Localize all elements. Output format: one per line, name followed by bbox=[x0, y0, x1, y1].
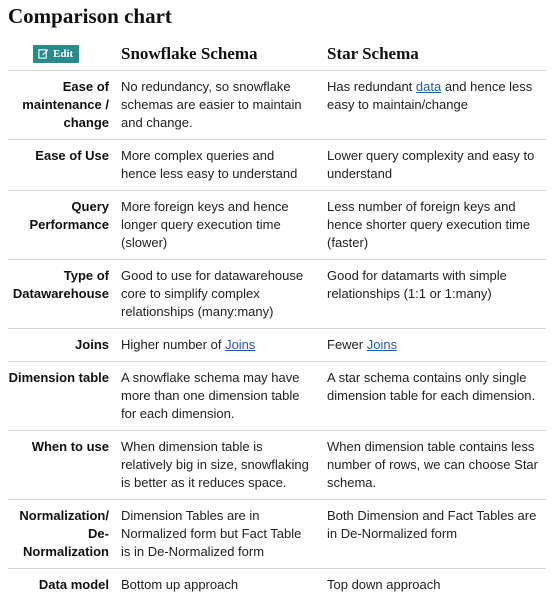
cell-snowflake bbox=[113, 362, 319, 431]
cell-text: Bottom up approach bbox=[121, 577, 238, 592]
cell-text: When dimension table contains less number of rows, we can choose Star schema. bbox=[327, 439, 538, 490]
cell-snowflake bbox=[113, 329, 319, 362]
row-label: Dimension table bbox=[8, 362, 113, 431]
row-label: Normalization/ De-Normalization bbox=[8, 500, 113, 569]
cell-star bbox=[319, 260, 546, 329]
edit-cell bbox=[8, 38, 113, 71]
row-label: Query Performance bbox=[8, 191, 113, 260]
cell-text: No redundancy, so snowflake schemas are easier to maintain and change. bbox=[121, 79, 302, 130]
cell-link[interactable]: data bbox=[416, 79, 441, 94]
cell-snowflake bbox=[113, 260, 319, 329]
cell-snowflake bbox=[113, 191, 319, 260]
cell-snowflake bbox=[113, 569, 319, 601]
page-title: Comparison chart bbox=[8, 0, 546, 38]
column-header-star: Star Schema bbox=[319, 38, 546, 71]
row-label: Ease of Use bbox=[8, 140, 113, 191]
cell-text-before: Fewer bbox=[327, 337, 367, 352]
cell-text: A snowflake schema may have more than one dimension table for each dimension. bbox=[121, 370, 300, 421]
table-row bbox=[8, 191, 546, 260]
cell-snowflake bbox=[113, 71, 319, 140]
row-label: Ease of maintenance / change bbox=[8, 71, 113, 140]
cell-text: Good for datamarts with simple relationships (1:1 or 1:many) bbox=[327, 268, 507, 301]
cell-text: More complex queries and hence less easy to understand bbox=[121, 148, 297, 181]
cell-star bbox=[319, 140, 546, 191]
table-row bbox=[8, 71, 546, 140]
cell-text: Good to use for datawarehouse core to simplify complex relationships (many:many) bbox=[121, 268, 303, 319]
cell-star bbox=[319, 431, 546, 500]
cell-text-after: and hence less easy to maintain/change bbox=[327, 79, 532, 112]
comparison-table bbox=[8, 38, 546, 601]
cell-text-before: Higher number of bbox=[121, 337, 225, 352]
cell-snowflake bbox=[113, 431, 319, 500]
cell-text-before: Has redundant bbox=[327, 79, 416, 94]
column-header-snowflake: Snowflake Schema bbox=[113, 38, 319, 71]
cell-text: A star schema contains only single dimension table for each dimension. bbox=[327, 370, 535, 403]
table-row bbox=[8, 500, 546, 569]
row-label: When to use bbox=[8, 431, 113, 500]
cell-text: Less number of foreign keys and hence shorter query execution time (faster) bbox=[327, 199, 530, 250]
cell-star bbox=[319, 500, 546, 569]
cell-link[interactable]: Joins bbox=[367, 337, 397, 352]
edit-button[interactable] bbox=[33, 45, 79, 63]
cell-text: Both Dimension and Fact Tables are in De-Normalized form bbox=[327, 508, 536, 541]
edit-label: Edit bbox=[53, 47, 73, 61]
cell-snowflake bbox=[113, 500, 319, 569]
table-row bbox=[8, 140, 546, 191]
edit-icon bbox=[38, 48, 49, 59]
table-row bbox=[8, 362, 546, 431]
cell-text: When dimension table is relatively big in size, snowflaking is better as it reduces space. bbox=[121, 439, 309, 490]
header-row bbox=[8, 38, 546, 71]
cell-text: Top down approach bbox=[327, 577, 440, 592]
row-label: Type of Datawarehouse bbox=[8, 260, 113, 329]
cell-text: Lower query complexity and easy to understand bbox=[327, 148, 534, 181]
cell-link[interactable]: Joins bbox=[225, 337, 255, 352]
row-label: Joins bbox=[8, 329, 113, 362]
table-row bbox=[8, 329, 546, 362]
row-label: Data model bbox=[8, 569, 113, 601]
cell-snowflake bbox=[113, 140, 319, 191]
cell-star bbox=[319, 362, 546, 431]
cell-text: Dimension Tables are in Normalized form but Fact Table is in De-Normalized form bbox=[121, 508, 301, 559]
cell-star bbox=[319, 569, 546, 601]
cell-star bbox=[319, 329, 546, 362]
cell-star bbox=[319, 191, 546, 260]
table-row bbox=[8, 569, 546, 601]
table-row bbox=[8, 260, 546, 329]
cell-text: More foreign keys and hence longer query execution time (slower) bbox=[121, 199, 289, 250]
table-row bbox=[8, 431, 546, 500]
cell-star bbox=[319, 71, 546, 140]
